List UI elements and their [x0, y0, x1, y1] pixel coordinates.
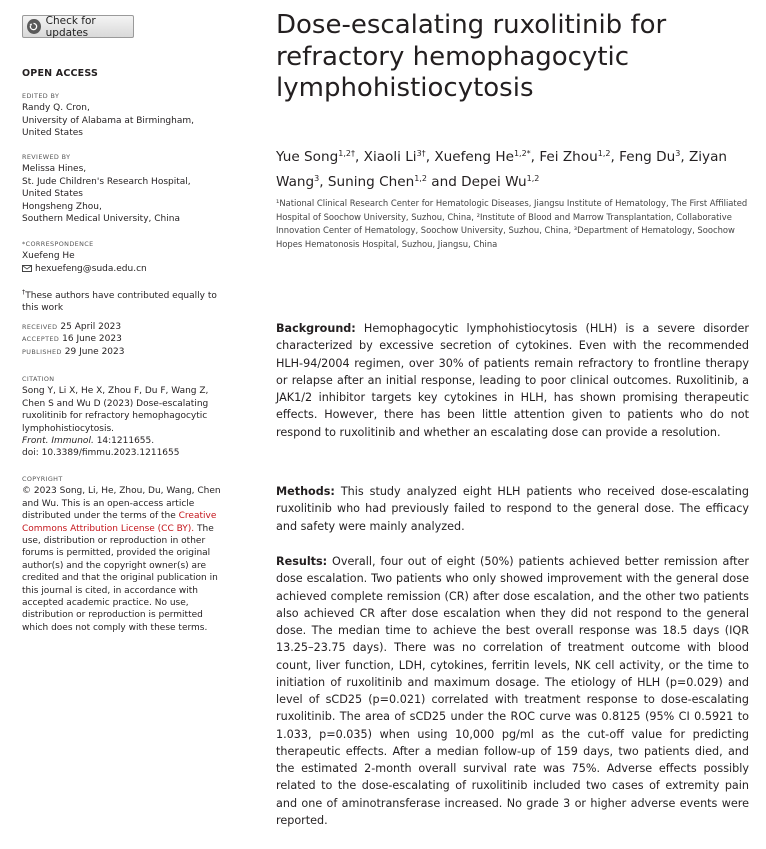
copyright-label: COPYRIGHT [22, 475, 63, 483]
citation-text: Song Y, Li X, He X, Zhou F, Du F, Wang Z, Chen S and Wu D (2023) Dose-escalating ruxolitinib for refractory hemophagocytic lymphohistiocytosis. [22, 386, 209, 434]
affiliations: ¹National Clinical Research Center for Hematologic Diseases, Jiangsu Institute of Hematology, The First Affiliated Hospital of Soochow University, Suzhou, China, ²Institute of Blood and Marrow Transplantation, Collaborative Innovation Center of Hematology, Soochow University, Suzhou, China, ³Department of Hematology, Soochow Hopes Hematonosis Hospital, Suzhou, Jiangsu, China [276, 198, 748, 249]
email-icon [22, 265, 32, 272]
author-affiliation-sup: 1,2* [513, 149, 531, 158]
correspondence-email-row [22, 263, 232, 275]
open-access-label: OPEN ACCESS [22, 68, 99, 79]
abstract-methods [276, 483, 749, 535]
published-label: PUBLISHED [22, 347, 62, 356]
author-name[interactable]: Depei Wu [461, 174, 527, 190]
correspondence-name: Xuefeng He [22, 251, 75, 262]
equal-contribution-note [22, 286, 232, 315]
author-affiliation-sup: 3 [675, 149, 681, 158]
edited-by-block [22, 90, 232, 140]
copyright-text-part2: The use, distribution or reproduction in other forums is permitted, provided the original author(s) and the copyright owner(s) are credited and that the original publication in this journal is cited, in accordance with accepted academic practice. No use, distribution or reproduction is permitted which does not comply with these terms. [22, 523, 218, 633]
author-separator: , [530, 149, 540, 165]
copyright-block [22, 473, 227, 634]
abstract-background [276, 320, 749, 441]
author-name[interactable]: Ziyan Wang [276, 149, 728, 190]
author-name[interactable]: Xuefeng He [434, 149, 514, 165]
methods-heading: Methods: [276, 485, 335, 498]
received-date: 25 April 2023 [60, 322, 122, 332]
background-heading: Background: [276, 322, 356, 335]
check-for-updates-button[interactable] [22, 15, 134, 38]
author-name[interactable]: Xiaoli Li [363, 149, 417, 165]
reviewed-by-label: REVIEWED BY [22, 153, 71, 161]
copyright-text [22, 485, 227, 634]
citation-block [22, 373, 226, 460]
correspondence-email[interactable]: hexuefeng@suda.edu.cn [35, 263, 147, 274]
dagger-mark: † [22, 288, 26, 296]
article-title: Dose-escalating ruxolitinib for refractory hemophagocytic lymphohistiocytosis [276, 10, 667, 103]
results-text: Overall, four out of eight (50%) patients achieved better remission after dose escalation. Two patients who only showed improvement with the general dose achieved complete remission (CR) after dose escalation, and the other two patients also achieved CR after dose escalation when they did not respond to the general dose. The median time to achieve the best overall response was 18.5 days (IQR 13.25–23.75 days). There was no correlation of treatment outcome with blood count, liver function, LDH, cytokines, ferritin levels, NK cell activity, or the time to initiation of ruxolitinib and maximum dosage. The etiology of HLH (p=0.029) and level of sCD25 (p=0.021) correlated with treatment response to dose-escalating ruxolitinib. The area of sCD25 under the ROC curve was 0.8125 (95% CI 0.5921 to 1.033, p=0.035) when using 10,000 pg/ml as the cut-off value for predicting therapeutic effects. After a median follow-up of 159 days, two patients died, and the estimated 2-month overall survival rate was 75%. Adverse effects possibly related to the dose-escalating of ruxolitinib included two cases of extremity pain and one of aminotransferase increased. No grade 3 or higher adverse events were reported. [276, 555, 749, 827]
reviewers-info: Melissa Hines, St. Jude Children's Research Hospital, United States Hongsheng Zhou, Southern Medical University, China [22, 164, 191, 225]
received-label: RECEIVED [22, 323, 58, 331]
results-heading: Results: [276, 555, 328, 568]
author-name[interactable]: Fei Zhou [539, 149, 598, 165]
author-separator: and [426, 174, 462, 190]
dates-block [22, 321, 232, 358]
equal-contribution-text: These authors have contributed equally to this work [22, 291, 217, 314]
accepted-label: ACCEPTED [22, 335, 60, 344]
correspondence-block [22, 238, 232, 275]
author-name[interactable]: Yue Song [276, 149, 339, 165]
correspondence-label: *CORRESPONDENCE [22, 240, 94, 248]
author-separator: , [610, 149, 620, 165]
accepted-date: 16 June 2023 [62, 334, 122, 345]
abstract-results [276, 553, 749, 829]
editor-info: Randy Q. Cron, University of Alabama at Birmingham, United States [22, 103, 194, 139]
refresh-icon [27, 19, 41, 34]
author-separator: , [354, 149, 364, 165]
author-affiliation-sup: 1,2 [414, 174, 427, 183]
check-for-updates-label: Check for updates [45, 14, 96, 39]
author-list [276, 143, 746, 193]
published-date: 29 June 2023 [64, 346, 125, 357]
author-separator: , [680, 149, 689, 165]
author-name[interactable]: Feng Du [619, 149, 676, 165]
citation-volume: 14:1211655. [96, 436, 155, 447]
author-affiliation-sup: 3 [314, 174, 320, 183]
citation-journal: Front. Immunol. [22, 436, 94, 447]
author-separator: , [319, 174, 328, 190]
copyright-text-part1: © 2023 Song, Li, He, Zhou, Du, Wang, Chen and Wu. This is an open-access article distributed under the terms of the [22, 486, 221, 522]
author-separator: , [425, 149, 435, 165]
citation-label: CITATION [22, 375, 55, 383]
reviewed-by-block [22, 151, 232, 225]
methods-text: This study analyzed eight HLH patients who received dose-escalating ruxolitinib who had previously failed to respond to the general dose. The efficacy and safety were mainly analyzed. [276, 485, 749, 533]
author-affiliation-sup: 1,2 [597, 149, 611, 158]
cc-by-license-link[interactable]: Creative Commons Attribution License (CC BY). [22, 511, 217, 534]
author-affiliation-sup: 3† [416, 149, 426, 158]
author-name[interactable]: Suning Chen [327, 174, 415, 190]
citation-doi[interactable]: doi: 10.3389/fimmu.2023.1211655 [22, 448, 180, 459]
edited-by-label: EDITED BY [22, 92, 60, 100]
author-affiliation-sup: 1,2 [526, 174, 540, 183]
background-text: Hemophagocytic lymphohistiocytosis (HLH) is a severe disorder characterized by excessive secretion of cytokines. Even with the recommended HLH-94/2004 regimen, over 30% of patients remain refractory to frontline therapy or relapse after an initial response, leading to poor clinical outcomes. Ruxolitinib, a JAK1/2 inhibitor targets key cytokines in HLH, has shown promising therapeutic effects. However, there has been little attention given to patients who do not respond to ruxolitinib and whether an escalating dose can provide a resolution. [276, 322, 749, 439]
author-affiliation-sup: 1,2† [338, 149, 355, 158]
